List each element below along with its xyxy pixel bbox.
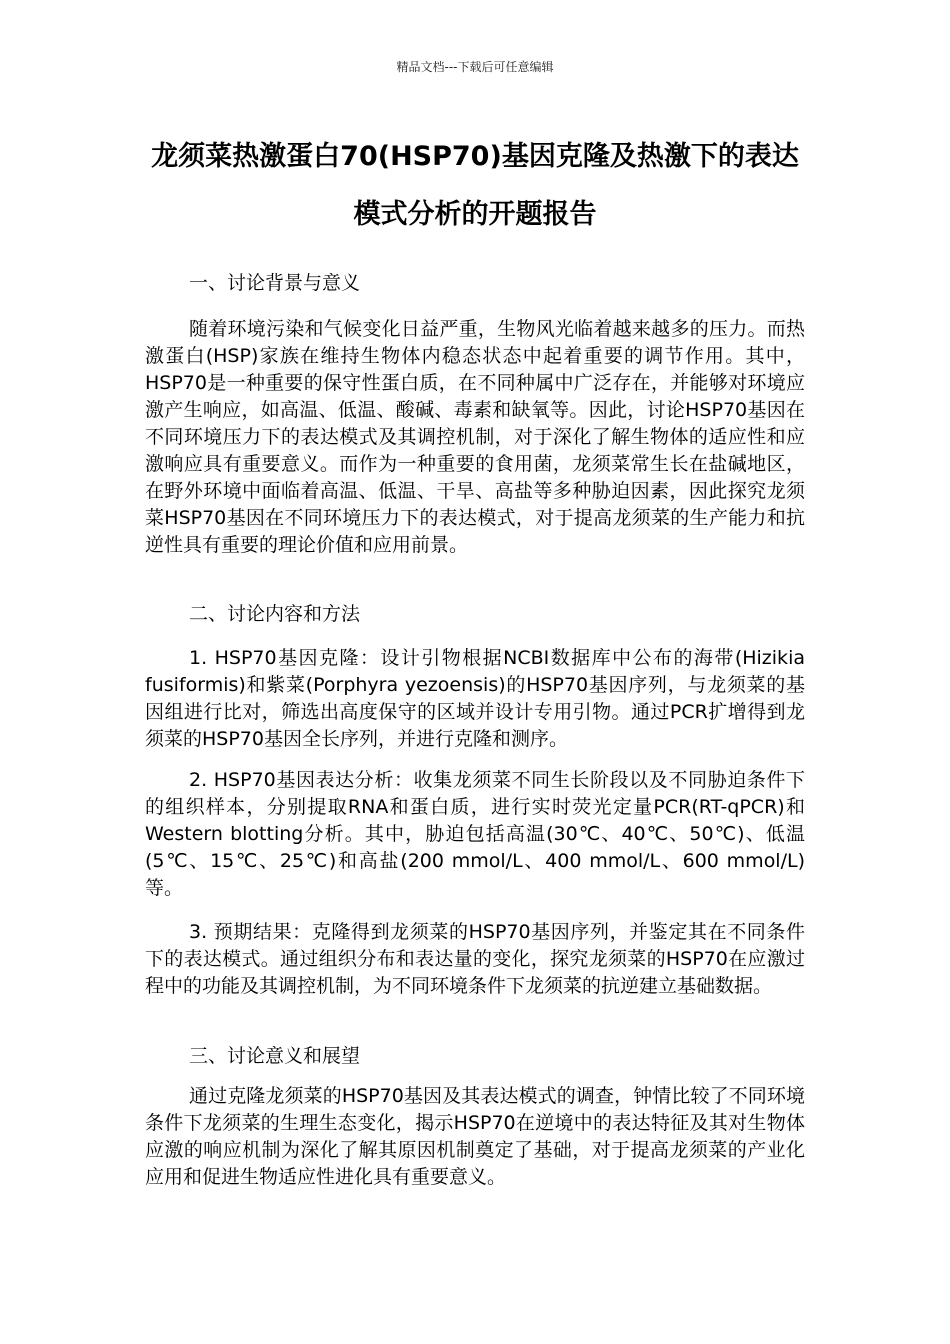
- section-3-heading: 三、讨论意义和展望: [189, 1045, 361, 1067]
- paragraph: 1. HSP70基因克隆：设计引物根据NCBI数据库中公布的海带(Hizikia fusiformis)和紫菜(Porphyra yezoensis)的HSP70基因序列，与龙须菜的基因组进行比对，筛选出高度保守的区域并设计专用引物。通过PCR扩增得到龙须菜的HSP70基因全长序列，并进行克隆和测序。: [145, 647, 805, 750]
- section-2: [145, 601, 805, 628]
- paragraph: 3. 预期结果：克隆得到龙须菜的HSP70基因序列，并鉴定其在不同条件下的表达模式。通过组织分布和表达量的变化，探究龙须菜的HSP70在应激过程中的功能及其调控机制，为不同环境条件下龙须菜的抗逆建立基础数据。: [145, 921, 805, 997]
- section-3: [145, 1043, 805, 1070]
- paragraph: 通过克隆龙须菜的HSP70基因及其表达模式的调查，钟情比较了不同环境条件下龙须菜的生理生态变化，揭示HSP70在逆境中的表达特征及其对生物体应激的响应机制为深化了解其原因机制奠定了基础，对于提高龙须菜的产业化应用和促进生物适应性进化具有重要意义。: [145, 1085, 805, 1188]
- page-header: 精品文档---下载后可任意编辑: [396, 60, 554, 74]
- section-1-body: [145, 316, 805, 559]
- paragraph: 2. HSP70基因表达分析：收集龙须菜不同生长阶段以及不同胁迫条件下的组织样本，分别提取RNA和蛋白质，进行实时荧光定量PCR(RT-qPCR)和Western blotting分析。其中，胁迫包括高温(30℃、40℃、50℃)、低温(5℃、15℃、25℃)和高盐(200 mmol/L、400 mmol/L、600 mmol/L)等。: [145, 769, 805, 899]
- section-2-body-1: [145, 645, 805, 753]
- section-2-body-3: [145, 919, 805, 1000]
- section-2-heading: 二、讨论内容和方法: [189, 603, 361, 625]
- paragraph: 随着环境污染和气候变化日益严重，生物风光临着越来越多的压力。而热激蛋白(HSP)家族在维持生物体内稳态状态中起着重要的调节作用。其中，HSP70是一种重要的保守性蛋白质，在不同种属中广泛存在，并能够对环境应激产生响应，如高温、低温、酸碱、毒素和缺氧等。因此，讨论HSP70基因在不同环境压力下的表达模式及其调控机制，对于深化了解生物体的适应性和应激响应具有重要意义。而作为一种重要的食用菌，龙须菜常生长在盐碱地区，在野外环境中面临着高温、低温、干旱、高盐等多种胁迫因素，因此探究龙须菜HSP70基因在不同环境压力下的表达模式，对于提高龙须菜的生产能力和抗逆性具有重要的理论价值和应用前景。: [145, 318, 805, 556]
- document-title: 龙须菜热激蛋白70(HSP70)基因克隆及热激下的表达模式分析的开题报告: [151, 141, 799, 230]
- section-1-heading: 一、讨论背景与意义: [189, 272, 361, 294]
- section-1: [145, 270, 805, 297]
- section-2-body-2: [145, 767, 805, 902]
- section-3-body: [145, 1083, 805, 1191]
